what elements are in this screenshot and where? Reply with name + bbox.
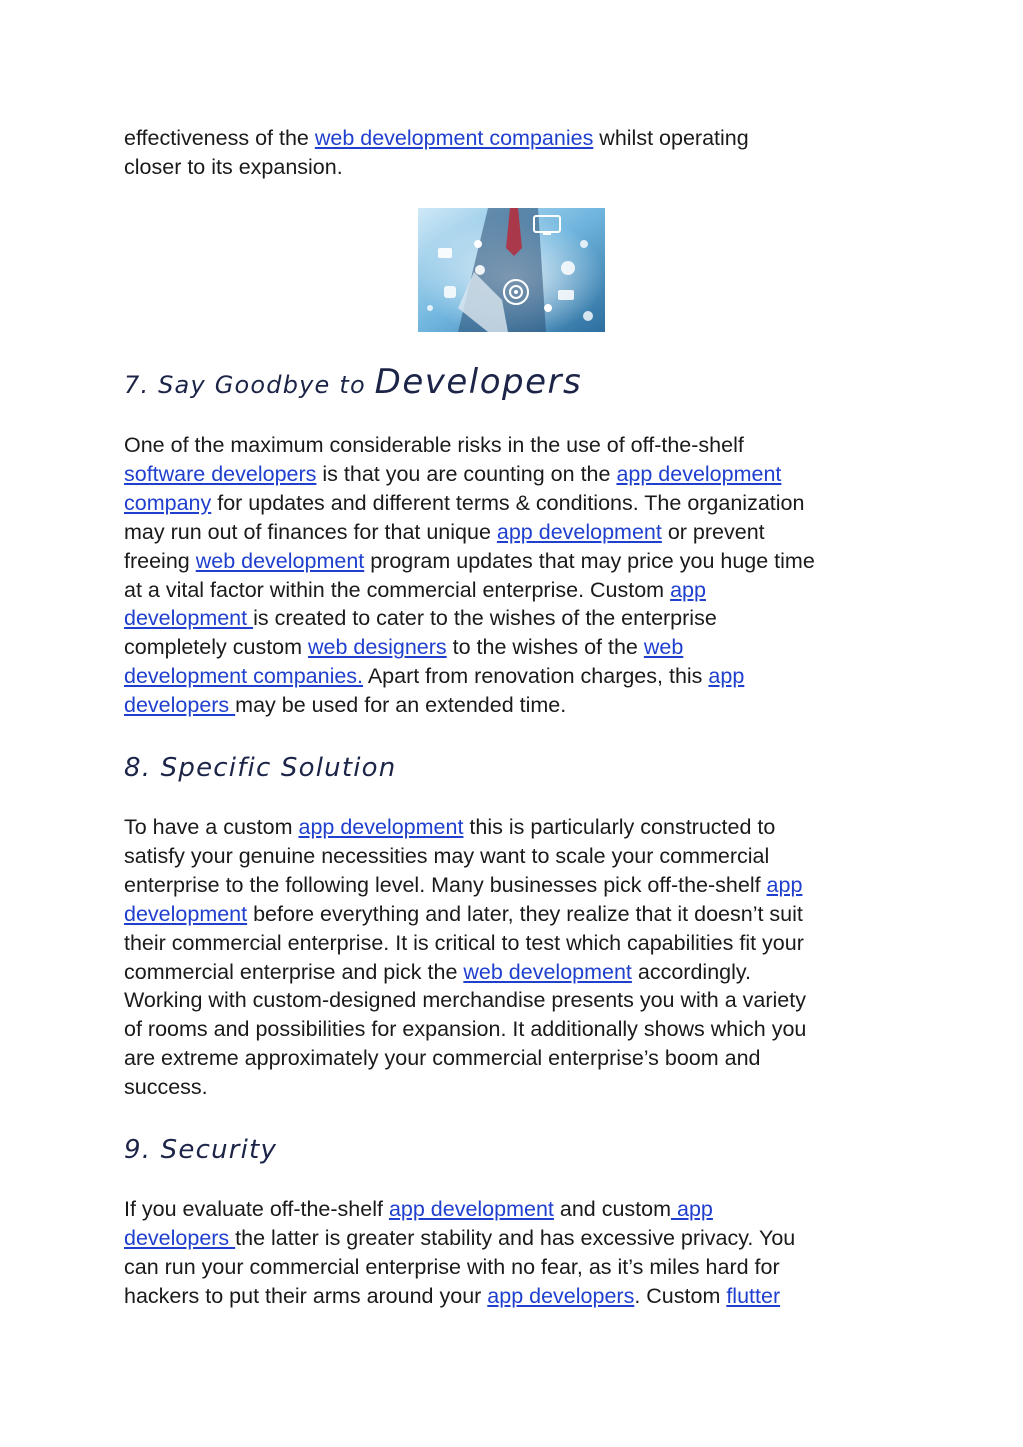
link-web-development-companies[interactable]: web development companies bbox=[314, 126, 594, 150]
link-flutter[interactable]: flutter bbox=[726, 1283, 781, 1308]
link-web-development[interactable]: web development bbox=[195, 548, 365, 573]
link-app-development-2[interactable]: app bbox=[670, 577, 706, 602]
technology-icons-illustration bbox=[418, 208, 605, 332]
link-app-development-5[interactable]: app development bbox=[388, 1197, 554, 1221]
link-app-developers-2[interactable]: app bbox=[671, 1197, 713, 1221]
link-web-development-companies-2[interactable]: web bbox=[643, 635, 684, 660]
link-app-development[interactable]: app development bbox=[496, 519, 662, 544]
section-7-heading: 7. Say Goodbye to Developers bbox=[124, 362, 583, 402]
intro-paragraph: effectiveness of the web development companies whilst operating closer to its expansion. bbox=[124, 126, 749, 179]
section-9-heading: 9. Security bbox=[124, 1135, 278, 1165]
link-app-development-company[interactable]: app development bbox=[616, 461, 782, 486]
section-7-paragraph: One of the maximum considerable risks in the use of off-the-shelf software developers is that you are counting on the app development company for updates and different terms & conditions. The organization may run out of finances for that unique app development or prevent freeing web development program updates that may price you huge time at a vital factor within the commercial enterprise. Custom app development is created to cater to the wishes of the enterprise completely custom web designers to the wishes of the web development companies. Apart from renovation charges, this app developers may be used for an extended time. bbox=[124, 433, 815, 718]
section-8-heading: 8. Specific Solution bbox=[124, 753, 397, 783]
link-web-development-2[interactable]: web development bbox=[463, 959, 632, 984]
link-app-development-company-cont[interactable]: company bbox=[124, 490, 212, 515]
link-app-developers-3[interactable]: app developers bbox=[487, 1283, 635, 1308]
link-app-development-4-cont[interactable]: development bbox=[124, 901, 248, 926]
link-app-development-4[interactable]: app bbox=[766, 872, 803, 897]
link-app-development-2-cont[interactable]: development bbox=[124, 606, 254, 631]
link-app-development-3[interactable]: app development bbox=[298, 815, 464, 839]
section-8-paragraph: To have a custom app development this is particularly constructed to satisfy your genuine necessities may want to scale your commercial enterprise to the following level. Many businesses pick off-the-shelf app development before everything and later, they realize that it doesn’t suit their commercial enterprise. It is critical to test which capabilities fit your commercial enterprise and pick the web development accordingly. Working with custom-designed merchandise presents you with a variety of rooms and possibilities for expansion. It additionally shows which you are extreme approximately your commercial enterprise’s boom and success. bbox=[124, 815, 807, 1100]
technology-illustration-image bbox=[418, 208, 605, 332]
link-software-developers[interactable]: software developers bbox=[124, 461, 317, 486]
link-app-developers-2-cont[interactable]: developers bbox=[124, 1225, 236, 1250]
link-app-developers[interactable]: app bbox=[708, 664, 745, 689]
section-9-paragraph: If you evaluate off-the-shelf app development and custom app developers the latter is greater stability and has excessive privacy. You can run your commercial enterprise with no fear, as it’s miles hard for hackers to put their arms around your app developers. Custom flutter bbox=[124, 1197, 796, 1308]
link-app-developers-cont[interactable]: developers bbox=[124, 693, 236, 718]
link-web-designers[interactable]: web designers bbox=[308, 635, 447, 660]
link-web-development-companies-2-cont[interactable]: development companies. bbox=[124, 664, 364, 689]
